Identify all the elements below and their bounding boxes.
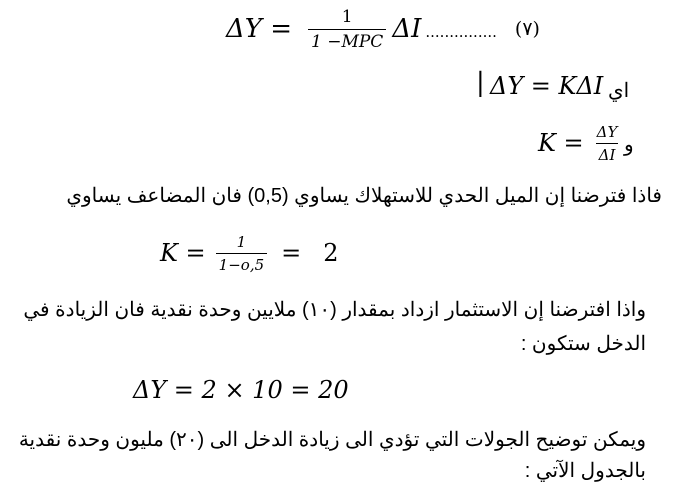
equation-k-value-numerator: 1 xyxy=(236,232,247,251)
equation-multiplier-bar: | xyxy=(476,68,485,98)
equation-7-dots: ............... xyxy=(425,23,497,41)
equation-k-value-equals: = xyxy=(281,239,302,267)
equation-multiplier-label: اي xyxy=(608,80,630,102)
equation-k-value-lhs: K = xyxy=(160,239,206,267)
equation-7 xyxy=(226,0,540,58)
equation-k-prefix: و xyxy=(624,134,634,156)
equation-k-definition xyxy=(538,118,620,168)
paragraph-mpc-assumption: فاذا فترضنا إن الميل الحدي للاستهلاك يساوي (0,5) فان المضاعف يساوي xyxy=(66,185,662,207)
paragraph-investment-line2: الدخل ستكون : xyxy=(520,333,646,355)
paragraph-investment-line1: واذا افترضنا إن الاستثمار ازداد بمقدار (١٠) ملايين وحدة نقدية فان الزيادة في xyxy=(23,299,646,321)
equation-k-value xyxy=(160,226,339,280)
paragraph-rounds-line2: بالجدول الآتي : xyxy=(524,460,646,482)
equation-k-value-result: 2 xyxy=(323,239,339,267)
equation-income-change xyxy=(133,376,349,405)
equation-7-number: (٧) xyxy=(514,18,540,40)
equation-k-denominator: ΔI xyxy=(596,143,619,164)
equation-7-rhs: ΔI xyxy=(392,14,422,44)
equation-7-fraction xyxy=(308,7,386,52)
equation-7-lhs: ΔY = xyxy=(226,14,292,44)
equation-multiplier: ΔY = KΔI xyxy=(490,72,604,100)
equation-7-denominator: 1 −MPC xyxy=(308,29,386,52)
equation-k-numerator: ΔY xyxy=(596,122,618,141)
paragraph-rounds-line1: ويمكن توضيح الجولات التي تؤدي الى زيادة الدخل الى (٢٠) مليون وحدة نقدية xyxy=(18,429,646,451)
equation-k-value-denominator: 1−o,5 xyxy=(216,253,267,274)
equation-k-lhs: K = xyxy=(538,129,584,157)
equation-k-value-fraction xyxy=(216,233,267,274)
equation-k-fraction xyxy=(594,123,621,164)
equation-income-change-formula: ΔY = 2 × 10 = 20 xyxy=(133,376,349,404)
equation-7-numerator: 1 xyxy=(341,6,353,27)
